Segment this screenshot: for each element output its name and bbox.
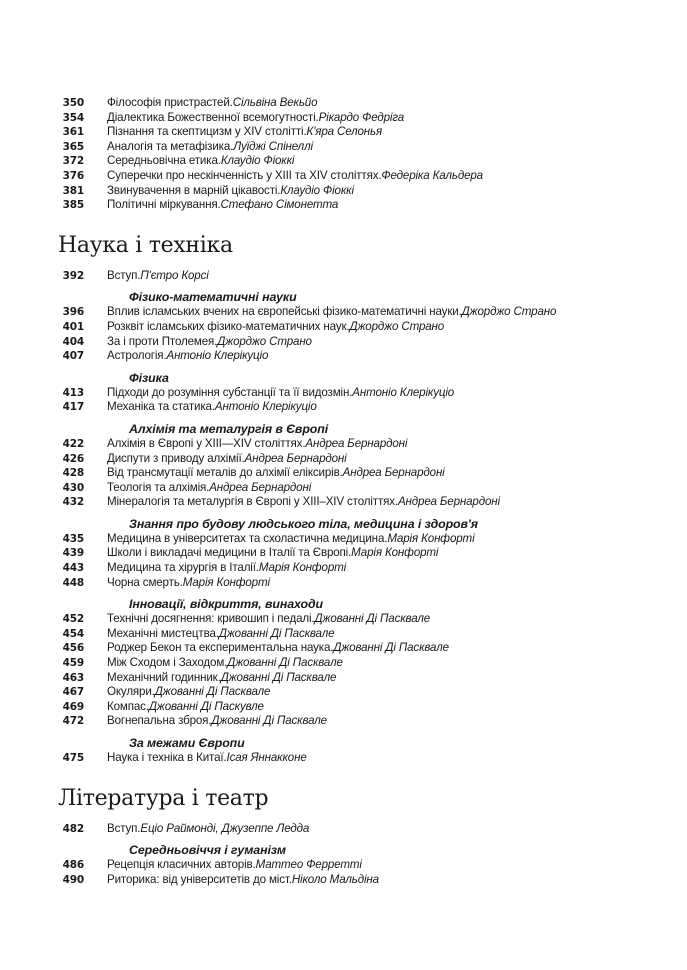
toc-entry [0,576,687,591]
page-number: 435 [62,532,84,545]
toc-entry [0,466,687,481]
entry-title: Риторика: від університетів до міст. [107,872,292,886]
entry-title: Диспути з приводу алхімії. [107,451,245,465]
page-number: 365 [62,140,84,153]
entry-title: Підходи до розуміння субстанції та її видозмін. [107,385,353,399]
page-number: 354 [62,111,84,124]
page-number: 475 [62,752,84,764]
toc-entry [0,495,687,510]
entry-title: Вступ. [107,821,141,835]
toc-entry [0,452,687,467]
page-number: 385 [62,199,84,212]
entry-title: Між Сходом і Заходом. [107,656,228,670]
entry-author: Антоніо Клерікуціо [352,385,455,399]
entry-author: Джованні Ді Пасквале [314,612,431,626]
entry-title: Алхімія в Європі у XIII—XIV століттях. [107,436,306,450]
entry-title: Від трансмутації металів до алхімії еліксирів. [107,466,343,480]
toc-entry [0,349,687,364]
entry-title: Теологія та алхімія. [107,480,210,494]
page-number: 452 [62,613,84,626]
page-number: 454 [62,627,84,640]
entry-title: Діалектика Божественної всемогутності. [107,110,319,124]
entry-title: Суперечки про нескінченність у XIII та XIV століттях. [107,168,382,182]
entry-title: Аналогія та метафізика. [107,139,234,153]
entry-author: Ісая Яннакконе [226,751,307,764]
toc-entry [0,532,687,547]
page-number: 430 [62,481,84,494]
subsection-heading: Знання про будову людського тіла, медицина і здоров'я [129,516,478,531]
toc-entry [0,612,687,627]
spacer [0,729,687,736]
toc-entry [0,386,687,401]
entry-title: Школи і викладачі медицини в Італії та Європі. [107,546,352,560]
toc-entry [0,154,687,169]
subsection-heading: За межами Європи [129,736,245,750]
toc-entry [0,111,687,126]
entry-author: П'єтро Корсі [140,268,209,282]
entry-title: Вступ. [107,268,141,282]
spacer [0,283,687,290]
page-number: 448 [62,576,84,589]
entry-author: Марія Конфорті [387,531,475,545]
page-number: 463 [62,671,84,684]
page-number: 350 [62,97,84,109]
subsection-heading: Фізико-математичні науки [129,290,297,305]
toc-entry [0,714,687,729]
subsection-heading: Середньовіччя і гуманізм [129,843,286,858]
toc-entry [0,822,687,837]
toc-entry [0,561,687,576]
entry-title: Розквіт ісламських фізико-математичних наук. [107,319,350,333]
entry-author: Джованні Ді Пасквале [333,641,449,655]
page-number: 443 [62,562,84,575]
toc-entry [0,400,687,415]
entry-title: Астрологія. [107,349,167,363]
toc-entry [0,140,687,155]
entry-title: Роджер Бекон та експериментальна наука. [107,641,334,655]
toc-entry [0,125,687,140]
toc-entry [0,685,687,700]
page-number: 467 [62,686,84,699]
entry-author: Марія Конфорті [351,546,439,560]
page-number: 413 [62,386,84,399]
section-heading: Наука і техніка [58,232,233,258]
toc-entry [0,641,687,656]
entry-title: Пізнання та скептицизм у XIV столітті. [107,125,307,139]
page-number: 428 [62,467,84,480]
entry-title: Політичні міркування. [107,198,221,212]
entry-author: Клаудіо Фіоккі [280,183,354,197]
toc-entry [0,858,687,873]
entry-author: Джованні Ді Пасквале [220,670,337,684]
entry-title: За і проти Птолемея. [107,334,218,348]
spacer [0,510,687,517]
entry-title: Механіка та статика. [107,400,215,414]
entry-author: Джованні Ді Пасквале [211,714,327,728]
entry-author: Федеріка Кальдера [381,168,483,182]
entry-author: Марія Конфорті [182,575,270,589]
toc-entry [0,437,687,452]
spacer [0,836,687,843]
page-number: 456 [62,642,84,655]
entry-author: Андреа Бернардоні [397,495,500,509]
toc-entry [0,335,687,350]
page-number: 472 [62,715,84,728]
page-number: 361 [62,126,84,139]
entry-author: Джованні Ді Пасквале [154,685,271,699]
toc-entry [0,269,687,284]
entry-author: Марія Конфорті [258,561,347,575]
entry-title: Рецепція класичних авторів. [107,858,256,872]
entry-author: Луїджі Спінеллі [233,139,313,153]
page-number: 482 [62,822,84,835]
entry-author: Сільвіна Векьйо [232,96,318,109]
entry-title: Технічні досягнення: кривошип і педалі. [107,612,315,626]
entry-author: Джорджо Страно [217,334,312,348]
entry-author: Антоніо Клерікуціо [166,349,269,363]
page-number: 439 [62,547,84,560]
toc-entry [0,656,687,671]
entry-author: Клаудіо Фіоккі [220,154,295,168]
page-number: 432 [62,496,84,509]
section-heading: Література і театр [58,785,269,811]
entry-title: Механічні мистецтва. [107,626,219,640]
page-number: 486 [62,859,84,872]
toc-entry [0,700,687,715]
table-of-contents [0,96,687,887]
entry-author: Андреа Бернардоні [209,480,312,494]
spacer [0,812,687,822]
spacer [0,364,687,371]
entry-author: Джованні Ді Пасквале [227,656,343,670]
page-number: 396 [62,306,84,319]
entry-author: Стефано Сімонетта [220,198,339,212]
entry-author: Антоніо Клерікуціо [214,400,317,414]
toc-entry [0,305,687,320]
entry-title: Наука і техніка в Китаї. [107,751,227,764]
entry-title: Мінералогія та металургія в Європі у XIII–XIV століттях. [107,495,398,509]
spacer [0,259,687,269]
page-number: 392 [62,269,84,282]
page-number: 422 [62,437,84,450]
page-number: 426 [62,452,84,465]
toc-entry [0,169,687,184]
entry-author: Ніколо Мальдіна [291,872,379,886]
toc-entry [0,671,687,686]
entry-author: Джорджо Страно [461,305,557,319]
subsection-heading: Алхімія та металургія в Європі [129,421,329,436]
subsection-heading: Інновації, відкриття, винаходи [129,597,323,612]
spacer [0,213,687,233]
entry-title: Середньовічна етика. [107,154,221,168]
entry-title: Вогнепальна зброя. [107,714,212,728]
entry-author: Рікардо Федріга [318,110,405,124]
entry-title: Філософія пристрастей. [107,96,233,109]
toc-entry [0,873,687,888]
entry-title: Медицина та хірургія в Італії. [107,561,259,575]
toc-entry [0,96,687,111]
spacer [0,415,687,422]
entry-title: Механічний годинник. [107,670,221,684]
entry-author: Андреа Бернардоні [244,451,347,465]
entry-title: Чорна смерть. [107,575,183,589]
entry-author: Джованні Ді Пасквале [218,626,335,640]
entry-title: Звинувачення в марній цікавості. [107,183,281,197]
entry-author: Джорджо Страно [349,319,445,333]
toc-entry [0,627,687,642]
entry-author: Андреа Бернардоні [342,466,445,480]
toc-entry [0,184,687,199]
page-number: 459 [62,657,84,670]
page-number: 372 [62,155,84,168]
entry-author: К'яра Селонья [306,125,383,139]
page-number: 401 [62,320,84,333]
page-number: 417 [62,401,84,414]
page-number: 490 [62,873,84,886]
page-number: 469 [62,700,84,713]
entry-title: Окуляри. [107,685,155,699]
page-number: 381 [62,184,84,197]
toc-entry [0,751,687,766]
entry-author: Андреа Бернардоні [305,436,408,450]
page-number: 404 [62,335,84,348]
spacer [0,590,687,597]
entry-author: Маттео Ферретті [255,858,362,872]
entry-title: Компас. [107,699,149,713]
toc-entry [0,546,687,561]
toc-entry [0,198,687,213]
toc-entry [0,481,687,496]
spacer [0,766,687,786]
entry-author: Еціо Раймонді, Джузеппе Ледда [140,821,310,835]
toc-entry [0,320,687,335]
subsection-heading: Фізика [129,370,169,385]
page-number: 376 [62,169,84,182]
entry-author: Джованні Ді Паскувле [148,699,264,713]
entry-title: Вплив ісламських вчених на європейські фізико-математичні науки. [107,305,462,319]
entry-title: Медицина в університетах та схоластична медицина. [107,531,388,545]
page-number: 407 [62,350,84,363]
